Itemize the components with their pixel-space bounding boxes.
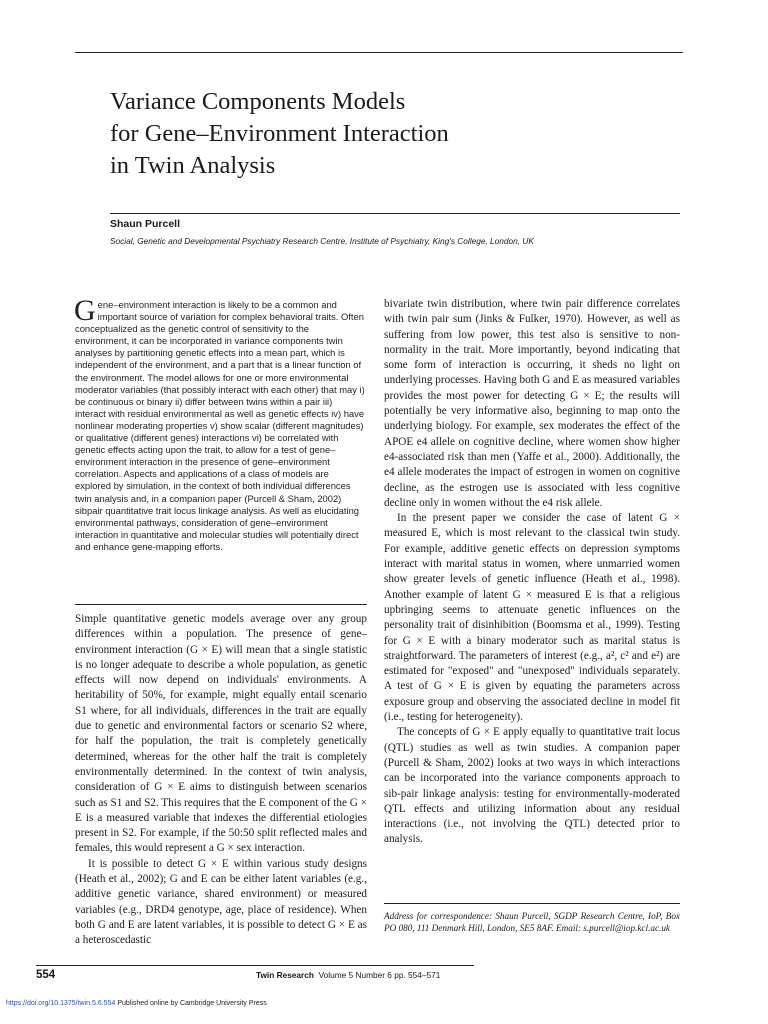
- body-paragraph: The concepts of G × E apply equally to quantitative trait locus (QTL) studies as well as twin studies. A companion paper (Purcell & Sham, 2002) looks at two ways in which interactions can be incorporated into the variance components approach to sib-pair linkage analysis: testing for environmentally-moderated QTL effects and utilizing information about any residual interactions (i.e., not involving the QTL) detected prior to analysis.: [384, 726, 680, 846]
- correspondence-address: Address for correspondence: Shaun Purcell, SGDP Research Centre, IoP, Box PO 080, 111 Denmark Hill, London, SE5 8AF. Email: s.purcell@iop.kcl.ac.uk: [384, 911, 680, 933]
- left-body-column: [75, 612, 367, 949]
- abstract-rule: [75, 604, 367, 605]
- right-body-column: [384, 297, 680, 848]
- published-note: Published online by Cambridge University Press: [117, 1000, 267, 1007]
- journal-name: Twin Research: [256, 970, 314, 980]
- doi-link[interactable]: https://doi.org/10.1375/twin.5.6.554: [6, 1000, 116, 1007]
- author-affiliation: Social, Genetic and Developmental Psychiatry Research Centre, Institute of Psychiatry, King's College, London, UK: [110, 236, 534, 246]
- title-line-1: Variance Components Models: [110, 88, 406, 115]
- body-paragraph: bivariate twin distribution, where twin pair difference correlates with twin pair sum (Jinks & Fulker, 1970). However, as well as suffering from low power, this test also is sensitive to non-normality in the trait. More importantly, beyond indicating that some form of interaction is occurring, it sheds no light on underlying processes. Having both G and E as measured variables provides the most power for detecting G × E; the results will potentially be very informative also, beginning to map onto the underlying biology. For example, sex moderates the effect of the APOE e4 allele on cognitive decline, where women show higher e4-associated risk than men (Yaffe et al., 2000). Additionally, the e4 allele moderates the impact of estrogen in women on cognitive decline, as the estrogen use is associated with less cognitive decline only in women without the e4 risk allele.: [384, 298, 680, 509]
- page-number: 554: [36, 969, 56, 981]
- correspondence-rule: [384, 903, 680, 904]
- journal-details: Volume 5 Number 6 pp. 554–571: [318, 970, 441, 980]
- author-name: Shaun Purcell: [110, 218, 181, 230]
- doi-line: [6, 1000, 267, 1007]
- title-line-2: for Gene–Environment Interaction: [110, 120, 449, 147]
- abstract: [74, 294, 365, 553]
- abstract-dropcap: G: [74, 294, 96, 327]
- body-paragraph: Simple quantitative genetic models average over any group differences within a population. The presence of gene–environment interaction (G × E) will mean that a single statistic is no longer adequate to describe a whole population, as genetic effects will now depend on individuals' environments. A heritability of 50%, for example, might equally entail scenario S1 where, for all individuals, differences in the trait are equally due to genetic and environmental factors or scenario S2 where, for half the population, the trait is completely genetically determined, whereas for the other half the trait is completely environmentally determined. In the context of twin analysis, consideration of G × E aims to distinguish between scenarios such as S1 and S2. This requires that the E component of the G × E is a measured variable that indexes the differential etiologies present in S2. For example, if the 50:50 split reflected males and females, this would represent a G × sex interaction.: [75, 613, 367, 855]
- author-rule: [110, 213, 680, 214]
- body-paragraph: It is possible to detect G × E within various study designs (Heath et al., 2002); G and E can be either latent variables (e.g., additive genetic variance, shared environment) or measured variables (e.g., DRD4 genotype, age, place of residence). When both G and E are latent variables, it is possible to detect G × E as a heteroscedastic: [75, 857, 367, 947]
- footer-rule: [36, 965, 474, 966]
- body-paragraph: In the present paper we consider the case of latent G × measured E, which is most relevant to the classical twin study. For example, additive genetic effects on depression symptoms interact with marital status in women, where unmarried women show greater levels of genetic influence (Heath et al., 1998). Another example of latent G × measured E is that a religious upbringing seems to attenuate genetic influences on the personality trait of disinhibition (Boomsma et al., 1999). Testing for G × E with a binary moderator such as marital status is straightforward. The parameters of interest (e.g., a², c² and e²) are estimated for "exposed" and "unexposed" individuals separately. A test of G × E is given by equating the parameters across exposure group and observing the associated decline in model fit (i.e., testing for heterogeneity).: [384, 512, 680, 724]
- title-line-3: in Twin Analysis: [110, 152, 276, 179]
- article-title: [110, 86, 449, 182]
- journal-info: [256, 970, 440, 980]
- top-rule: [75, 52, 683, 53]
- abstract-text: ene–environment interaction is likely to be a common and important source of variation for complex behavioral traits. Often conceptualized as the genetic control of sensitivity to the environment, it can be incorporated in variance components twin analyses by partitioning genetic effects into a mean part, which is independent of the environment, and a part that is a linear function of the environment. The model allows for one or more environmental moderator variables (that possibly interact with each other) that may i) be continuous or binary ii) differ between twins within a pair iii) interact with residual environmental as well as genetic effects iv) have nonlinear moderating properties v) show scalar (different magnitudes) or qualitative (different genes) interactions vi) be correlated with genetic effects acting upon the trait, to allow for a test of gene–environment interaction in the presence of gene–environment correlation. Aspects and applications of a class of models are explored by simulation, in the context of both individual differences twin analysis and, in a companion paper (Purcell & Sham, 2002) sibpair quantitative trait locus linkage analysis. As well as elucidating environmental pathways, consideration of gene–environment interaction in quantitative and molecular studies will potentially direct and enhance gene-mapping efforts.: [75, 299, 365, 552]
